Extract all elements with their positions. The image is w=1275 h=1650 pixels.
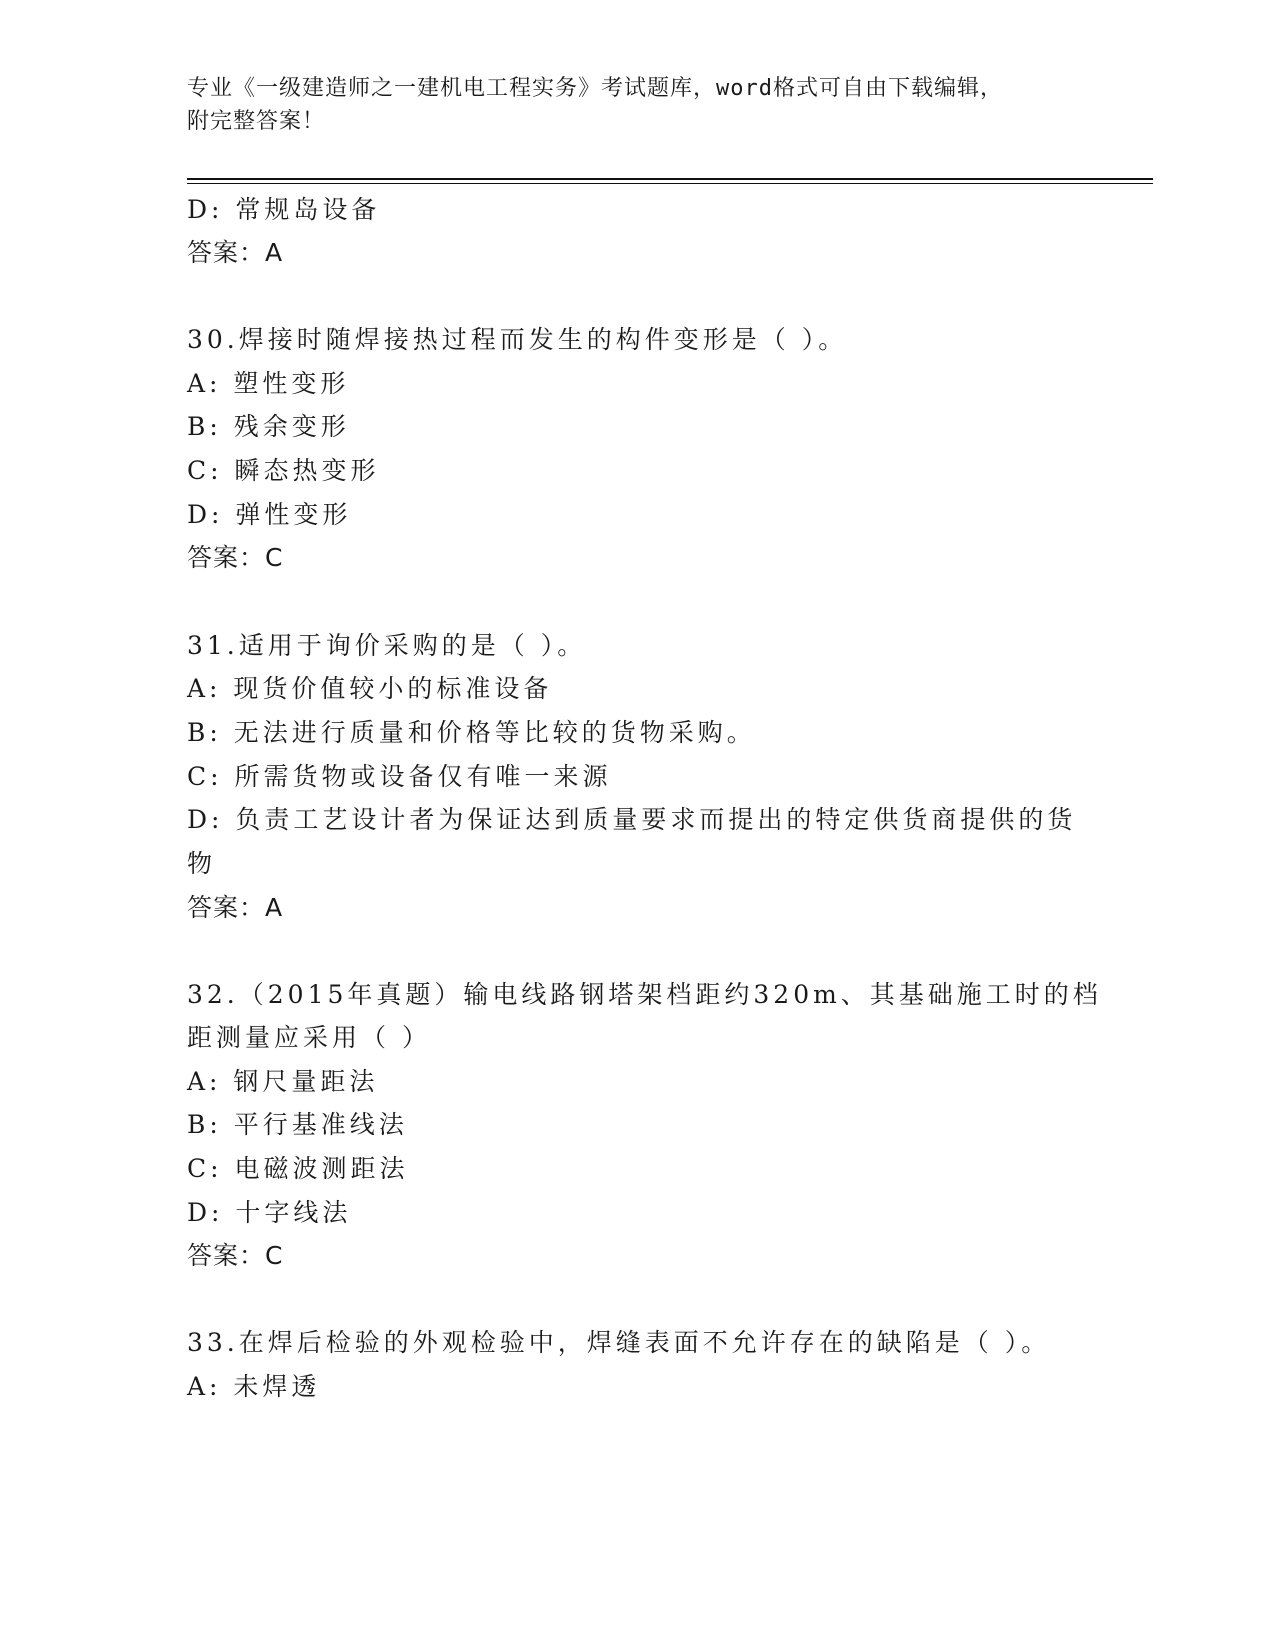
question-32-continuation: 距测量应采用（ ） bbox=[187, 1023, 431, 1052]
option-a: A: 钢尺量距法 bbox=[187, 1067, 379, 1096]
question-33: 33.在焊后检验的外观检验中，焊缝表面不允许存在的缺陷是（ ）。 bbox=[187, 1328, 1051, 1357]
option-b: B: 残余变形 bbox=[187, 412, 350, 441]
option-c: C: 所需货物或设备仅有唯一来源 bbox=[187, 762, 612, 791]
option-d: D: 负责工艺设计者为保证达到质量要求而提出的特定供货商提供的货 bbox=[187, 805, 1077, 834]
question-32: 32.（2015年真题）输电线路钢塔架档距约320m、其基础施工时的档 bbox=[187, 980, 1102, 1009]
option-d-continuation: 物 bbox=[187, 849, 217, 878]
option-d: D: 常规岛设备 bbox=[187, 195, 381, 224]
header-line-2: 附完整答案！ bbox=[187, 109, 326, 134]
answer-line: 答案：A bbox=[187, 893, 284, 922]
question-30: 30.焊接时随焊接热过程而发生的构件变形是（ ）。 bbox=[187, 325, 848, 354]
header-line-1: 专业《一级建造师之一建机电工程实务》考试题库，word格式可自由下载编辑， bbox=[187, 76, 1003, 101]
question-31: 31.适用于询价采购的是（ ）。 bbox=[187, 631, 587, 660]
answer-line: 答案：A bbox=[187, 238, 284, 267]
document-header bbox=[187, 72, 1067, 138]
option-c: C: 瞬态热变形 bbox=[187, 456, 380, 485]
option-a: A: 现货价值较小的标准设备 bbox=[187, 674, 553, 703]
answer-line: 答案：C bbox=[187, 1241, 284, 1270]
option-c: C: 电磁波测距法 bbox=[187, 1154, 409, 1183]
header-divider-top bbox=[187, 178, 1153, 180]
option-a: A: 塑性变形 bbox=[187, 369, 350, 398]
option-b: B: 无法进行质量和价格等比较的货物采购。 bbox=[187, 718, 756, 747]
header-divider-bottom bbox=[187, 183, 1153, 184]
option-d: D: 十字线法 bbox=[187, 1198, 352, 1227]
answer-line: 答案：C bbox=[187, 543, 284, 572]
option-b: B: 平行基准线法 bbox=[187, 1110, 408, 1139]
option-d: D: 弹性变形 bbox=[187, 500, 352, 529]
option-a: A: 未焊透 bbox=[187, 1372, 321, 1401]
